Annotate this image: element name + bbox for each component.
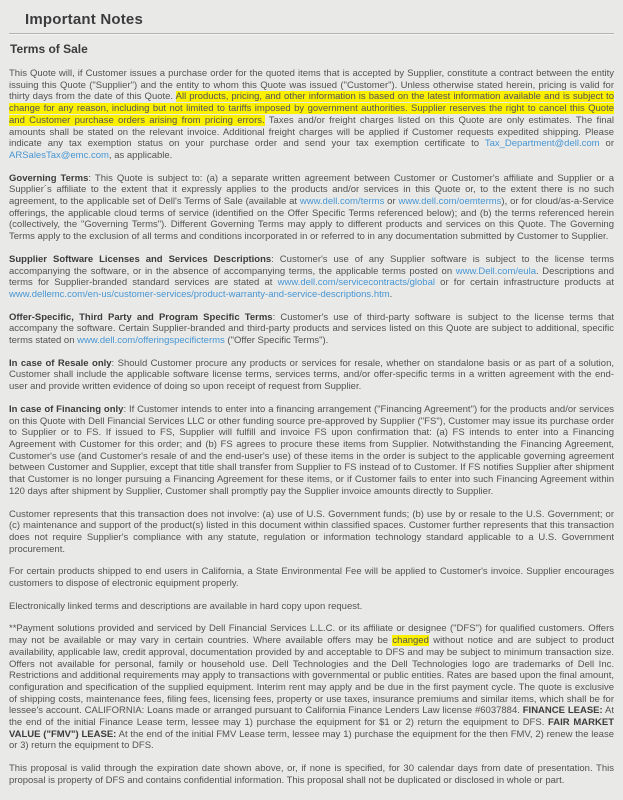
text-run: or [599, 138, 614, 150]
text-run: **Payment solutions provided and serviced by Dell Financial Services L.L.C. or its affiliate or designee ("DFS") for qualified customers. Offers may not be available or may vary in certain countries. Where available offers may be [9, 623, 614, 647]
highlighted-text: All products, pricing, and other information is based on the latest information available and is subject to change for any reason, including but not limited to tariffs imposed by government authorities. Supplier reserves the right to cancel this Quote and Customer purchase orders arising from pricing errors. [9, 91, 614, 126]
text-run: or [384, 196, 399, 208]
paragraph [9, 566, 614, 589]
page-title: Important Notes [25, 11, 144, 28]
paragraph [9, 763, 614, 786]
bold-text: FINANCE LEASE: [522, 705, 603, 717]
text-run: This proposal is valid through the expiration date shown above, or, if none is specified, for 30 calendar days from date of presentation. This proposal is property of DFS and contains confidential information. This proposal shall not be duplicated or disclosed in whole or part. [9, 763, 614, 786]
paragraph [9, 173, 614, 243]
paragraph [9, 601, 614, 613]
bold-text: FAIR MARKET VALUE ("FMV") LEASE: [9, 717, 614, 740]
text-run: At the end of the initial FMV Lease term, lessee may 1) purchase the equipment for the then FMV, 2) renew the lease or 3) return the equipment to DFS. [9, 728, 614, 752]
paragraph [9, 623, 614, 752]
inline-link[interactable]: www.dellemc.com/en-us/customer-services/product-warranty-and-service-descriptions.htm [9, 288, 390, 300]
text-run: : This Quote is subject to: (a) a separate written agreement between Customer or Customer's affiliate and Supplier or a Supplier´s affiliate to the extent that it expressly applies to the products and/or services in this Quote or, to the extent there is no such agreement, to the applicable set of Dell's Terms of Sale (available at [9, 172, 614, 208]
text-run: : Should Customer procure any products or services for resale, whether on standalone basis or as part of a solution, Customer shall include the applicable software license terms, services terms, and/or offer-specific terms in a written agreement with the end-user and provide written evidence of doing so upon receipt of request from Supplier. [9, 357, 614, 393]
inline-link[interactable]: ARSalesTax@emc.com [9, 149, 109, 161]
bold-text: Supplier Software Licenses and Services Descriptions [9, 253, 272, 265]
text-run: Customer represents that this transaction does not involve: (a) use of U.S. Government funds; (b) use by or resale to the U.S. Government; or (c) maintenance and support of the product(s) listed in this document within classified spaces. Customer further represents that this transaction does not require Supplier's compliance with any statute, regulation or information technology standard applicable to a U.S. Government procurement. [9, 508, 614, 555]
text-run: This Quote will, if Customer issues a purchase order for the quoted items that is accepted by Supplier, constitute a contract between the entity issuing this Quote ("Supplier") and the entity to whom this Quote was issued ("Customer"). Unless otherwise stated herein, pricing is valid for thirty days from the date of this Quote. [9, 68, 614, 103]
text-run: : If Customer intends to enter into a financing arrangement ("Financing Agreement") for the products and/or services on this Quote with Dell Financial Services LLC or other funding source pre-approved by Supplier ("FS"), Customer may issue its purchase order to Supplier or to FS. If issued to FS, Supplier will fulfill and invoice FS upon confirmation that: (a) FS intends to enter into a Financing Agreement with Customer for this order; and (b) FS agrees to procure these items from Supplier. Notwithstanding the Financing Agreement, Customer's use (and Customer's resale of and the end-user's use) of these items in the order is subject to the applicable governing agreement between Customer and Supplier, except that title shall transfer from Supplier to FS instead of to Customer. If FS notifies Supplier after shipment that Customer is no longer pursuing a Financing Agreement for these items, or if Customer fails to enter into such Financing Agreement within 120 days after shipment by Supplier, Customer shall promptly pay the Supplier invoice amounts directly to Supplier. [9, 403, 614, 497]
section-title: Terms of Sale [10, 42, 88, 56]
terms-paragraphs [9, 68, 614, 787]
text-run: ("Offer Specific Terms"). [224, 335, 329, 347]
paragraph [9, 312, 614, 347]
text-run: without notice and are subject to product availability, applicable law, credit approval, documentation provided by and acceptable to DFS and may be subject to minimum transaction size. Offers not available for personal, family or household use. Dell Technologies and the Dell Technologies logo are trademarks of Dell Inc. Restrictions and additional requirements may apply to transactions with governmental or public entities. Rates are based upon the final amount, configuration and specification of the supplied equipment. Interim rent may apply and be due in the first payment cycle. The quote is exclusive of shipping costs, maintenance fees, filing fees, licensing fees, property or use taxes, insurance premiums and similar items, which shall be for lessee's account. CALIFORNIA: Loans made or arranged pursuant to California Finance Lenders Law license #6037884. [9, 635, 615, 717]
paragraph [9, 254, 614, 301]
inline-link[interactable]: www.dell.com/oemterms [398, 196, 502, 208]
text-run: ), or for cloud/as-a-Service offerings, the applicable cloud terms of service (identified on the Offer Specific Terms referenced below); and (b) the terms referenced herein (collectively, the "Governing Terms"). Different Governing Terms may apply to different products and services on this Quote. The Governing Terms apply to the exclusion of all terms and conditions incorporated in or referred to in any documentation submitted by Customer to Supplier. [9, 196, 614, 243]
title-divider [9, 33, 614, 35]
text-run: At the end of the initial Finance Lease term, lessee may 1) purchase the equipment for $1 or 2) return the equipment to DFS. [9, 705, 615, 729]
inline-link[interactable]: www.dell.com/servicecontracts/global [277, 277, 435, 289]
text-run: . Descriptions and terms for Supplier-branded standard services are stated at [9, 265, 614, 289]
text-run: Taxes and/or freight charges listed on this Quote are only estimates. The final amounts shall be stated on the relevant invoice. Additional freight charges will be applied if Customer requests expedited shipping. Please indicate any tax exemption status on your purchase order and send your tax exemption certificate to [9, 114, 614, 150]
text-run: Electronically linked terms and descriptions are available in hard copy upon request. [9, 600, 363, 612]
inline-link[interactable]: www.Dell.com/eula [455, 265, 536, 277]
paragraph [9, 358, 614, 393]
bold-text: In case of Financing only [9, 403, 124, 415]
text-run: : Customer's use of third-party software is subject to the license terms that accompany the software. Certain Supplier-branded and third-party products and services listed on this Quote are subject to additional, specific terms stated on [9, 311, 614, 347]
inline-link[interactable]: www.dell.com/terms [299, 196, 385, 208]
inline-link[interactable]: Tax_Department@dell.com [484, 138, 600, 150]
text-run: For certain products shipped to end users in California, a State Environmental Fee will be applied to Customer's invoice. Supplier encourages customers to dispose of electronic equipment properly. [9, 566, 614, 590]
bold-text: In case of Resale only [9, 357, 112, 369]
bold-text: Governing Terms [9, 172, 89, 184]
inline-link[interactable]: www.dell.com/offeringspecificterms [77, 335, 225, 347]
text-run: : Customer's use of any Supplier software is subject to the license terms accompanying the software, or in the absence of accompanying terms, the applicable terms posted on [9, 253, 614, 277]
bold-text: Offer-Specific, Third Party and Program Specific Terms [9, 311, 273, 323]
text-run: or for certain infrastructure products at [434, 277, 614, 289]
highlighted-text: changed [392, 635, 429, 647]
text-run: . [389, 288, 393, 300]
paragraph [9, 68, 614, 162]
text-run: , as applicable. [108, 149, 173, 161]
paragraph [9, 404, 614, 498]
paragraph [9, 509, 614, 556]
